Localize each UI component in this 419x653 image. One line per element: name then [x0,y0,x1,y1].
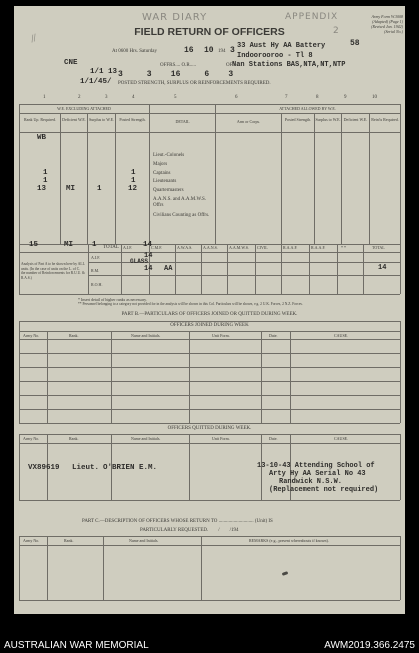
col-date: Date. [269,436,278,441]
typed-cell: 1 [43,169,48,177]
col-head-detail: DETAIL [175,119,190,124]
col-cause: CAUSE. [334,436,349,441]
analysis-note: Analysis of Part A to be shown here by ALL units. (In the case of units on the L. of C. the number of Reinforcements for R.U.U. & R.A.S.) [21,262,85,280]
col-number: 3 [105,95,108,100]
at-line: At 0600 Hrs. Saturday [112,49,157,54]
typed-14c: 14 [378,264,387,272]
col-head-posted-right: Posted Strength. [284,117,312,122]
col-head-surplus-right: Surplus to W.E. [315,117,341,122]
typed-cell: 1 [131,169,136,177]
typed-cell: WB [37,134,47,142]
corps-awas: A.W.A.S. [177,245,193,250]
col-head-surplus: Surplus to W.E. [88,117,115,122]
corps-aif: A.I.F. [123,245,133,250]
row-rm: R.M. [91,268,100,273]
part-c-table [19,536,400,602]
quitted-army-no: VX89619 [28,464,60,472]
col-army-no: Army No. [23,333,40,338]
typed-unit-3: Nan Stations BAS,NTA,NT,NTP [232,61,346,69]
corps-raaf-2: R.A.A.F. [311,245,326,250]
analysis-table [19,241,400,294]
form-sheet [14,6,405,614]
posted-strength-line: POSTED STRENGTH, SURPLUS OR REINFORCEMENTS REQUIRED. [118,81,271,86]
group-header-right: ATTACHED ALLOWED BY W.E. [279,106,336,111]
typed-left-3: 1/1/45/ [80,78,112,86]
joined-title: OFFICERS JOINED DURING WEEK [170,323,249,328]
footnote-2: ** Personnel belonging to a category not provided for in the analysis will be shown in this Col. Particulars will be shown, e.g. 2 U.K. Forces, 2 N.Z. Forces. [78,302,303,306]
offrs-label: OFFRS.... O.R..... [160,63,196,68]
footnote-1: * Insert detail of higher ranks as necessary. [78,297,147,302]
col-number: 8 [316,95,319,100]
typed-year: 3 [230,46,235,55]
col-rank: Rank. [69,333,79,338]
col-number: 6 [235,95,238,100]
part-a-table [19,104,400,244]
col-head-posted: Posted Strength. [119,117,146,122]
col-number: 1 [43,95,46,100]
rank-nursing-officers: A.A.N.S. and A.A.M.W.S. Offrs [153,197,207,208]
corps-cmf: C.M.F. [151,245,163,250]
corps-aamws: A.A.M.W.S. [229,245,249,250]
quitted-table [19,426,400,506]
col-date: Date. [269,333,278,338]
form-ref-line-1: Army Form W.3008 [371,14,403,19]
page-title: FIELD RETURN OF OFFICERS [134,26,285,38]
column-number-row [14,95,405,103]
col-head-reinforcements: Rein'ts Required. [371,117,399,122]
typed-strength-numbers: 3 3 16 6 3 [118,70,234,79]
col-number: 10 [372,95,377,100]
row-roh: R.O.H. [91,282,103,287]
typed-total: MI [64,241,74,249]
col-unit: Unit Form. [212,436,230,441]
typed-glass: GLASS [130,258,149,265]
units-label: OF [226,63,233,68]
quitted-cause-1: 13-10-43 Attending School of [257,462,375,470]
typed-day: 16 [184,46,194,55]
handwritten-page-mark: 2 [333,26,340,36]
c-col-name: Name and Initials. [129,538,159,543]
typed-cell: 1 [43,177,48,185]
typed-14c-aux: AA [164,265,173,273]
col-number: 7 [285,95,288,100]
form-ref-line-4: (Serial No.) [384,29,403,34]
archive-footer [0,614,419,653]
typed-month: 10 [204,46,214,55]
typed-total: 14 [143,241,153,249]
quitted-title: OFFICERS QUITTED DURING WEEK. [167,426,252,431]
corps-aans: A.A.N.S. [203,245,218,250]
form-ref-line-3: (Revised Jan. 1942) [371,24,403,29]
part-c-subtitle: PARTICULARLY REQUESTED. / /194 [140,528,239,533]
rank-majors: Majors [153,162,168,167]
typed-14a: 14 [144,252,153,260]
col-head-arm: Arm or Corps. [236,119,261,124]
typed-cell: 1 [131,177,136,185]
archive-name: AUSTRALIAN WAR MEMORIAL [4,640,149,651]
col-head-rank-required: Rank Up. Required. [24,117,56,122]
col-head-deficient: Deficient W.E. [62,117,86,122]
rank-lieut-colonels: Lieut.-Colonels [153,153,185,158]
col-number: 2 [78,95,81,100]
rank-civilians: Civilians Counting as Offrs. [153,213,210,218]
total-label: TOTAL [103,245,119,250]
typed-cell: 13 [37,185,47,193]
typed-cell: 12 [128,185,138,193]
form-ref-line-2: (Adapted) (Page 1) [372,19,403,24]
quitted-cause-4: (Replacement not required) [269,486,379,494]
handwritten-war-diary: WAR DIARY [142,12,208,23]
col-number: 5 [174,95,177,100]
corps-civil: CIVIL [257,245,268,250]
part-b-title: PART B.—PARTICULARS OF OFFICERS JOINED OR QUITTED DURING WEEK. [121,312,298,317]
corps-other: * * [341,245,346,250]
rank-captains: Captains [153,171,171,176]
quitted-rank: Lieut. [72,464,100,472]
rank-lieutenants: Lieutenants [153,179,177,184]
archive-reference: AWM2019.366.2475 [324,640,415,651]
corps-raaf: R.A.A.F. [283,245,298,250]
typed-serial: 58 [350,39,360,48]
typed-unit-1: 33 Aust Hy AA Battery [237,42,326,50]
col-name: Name and Initials. [131,333,161,338]
col-unit: Unit Form. [212,333,230,338]
col-army-no: Army No. [23,436,40,441]
final-total-label: TOTAL [372,245,385,250]
typed-left-1: CNE [64,59,78,67]
col-head-deficient-right: Deficient W.E. [343,117,368,122]
col-number: 9 [344,95,347,100]
rank-quartermasters: Quartermasters [153,188,184,193]
typed-unit-2: Indoorooroo - Tl 8 [237,52,313,60]
quitted-cause-3: Randwick N.S.W. [279,478,343,486]
c-col-rank: Rank. [64,538,74,543]
quitted-name: O'BRIEN E.M. [103,464,158,472]
typed-cell: 1 [97,185,102,193]
year-prefix: 194 [218,49,226,54]
part-c-title: PART C.—DESCRIPTION OF OFFICERS WHOSE RETURN TO ............................ (Unit) IS [82,519,273,524]
joined-table [19,321,400,433]
col-number: 4 [132,95,135,100]
row-aif: A.I.F. [91,255,101,260]
col-rank: Rank. [69,436,79,441]
col-name: Name and Initials. [131,436,161,441]
group-header-left: W.E. EXCLUDING ATTACHED [57,106,111,111]
quitted-cause-2: Arty Hy AA Serial No 43 [269,470,366,478]
typed-total: 1 [92,241,97,249]
handwritten-appendix: APPENDIX [285,12,339,22]
typed-cell: MI [66,185,76,193]
typed-14b: 14 [144,265,153,273]
typed-total: 15 [29,241,39,249]
c-col-remarks: REMARKS (e.g., present whereabouts if known). [249,538,329,543]
pencil-scribble: ⁄⁄ [30,33,39,45]
c-col-army-no: Army No. [23,538,40,543]
typed-left-2: 1/1 13 [90,68,118,76]
col-cause: CAUSE. [334,333,349,338]
